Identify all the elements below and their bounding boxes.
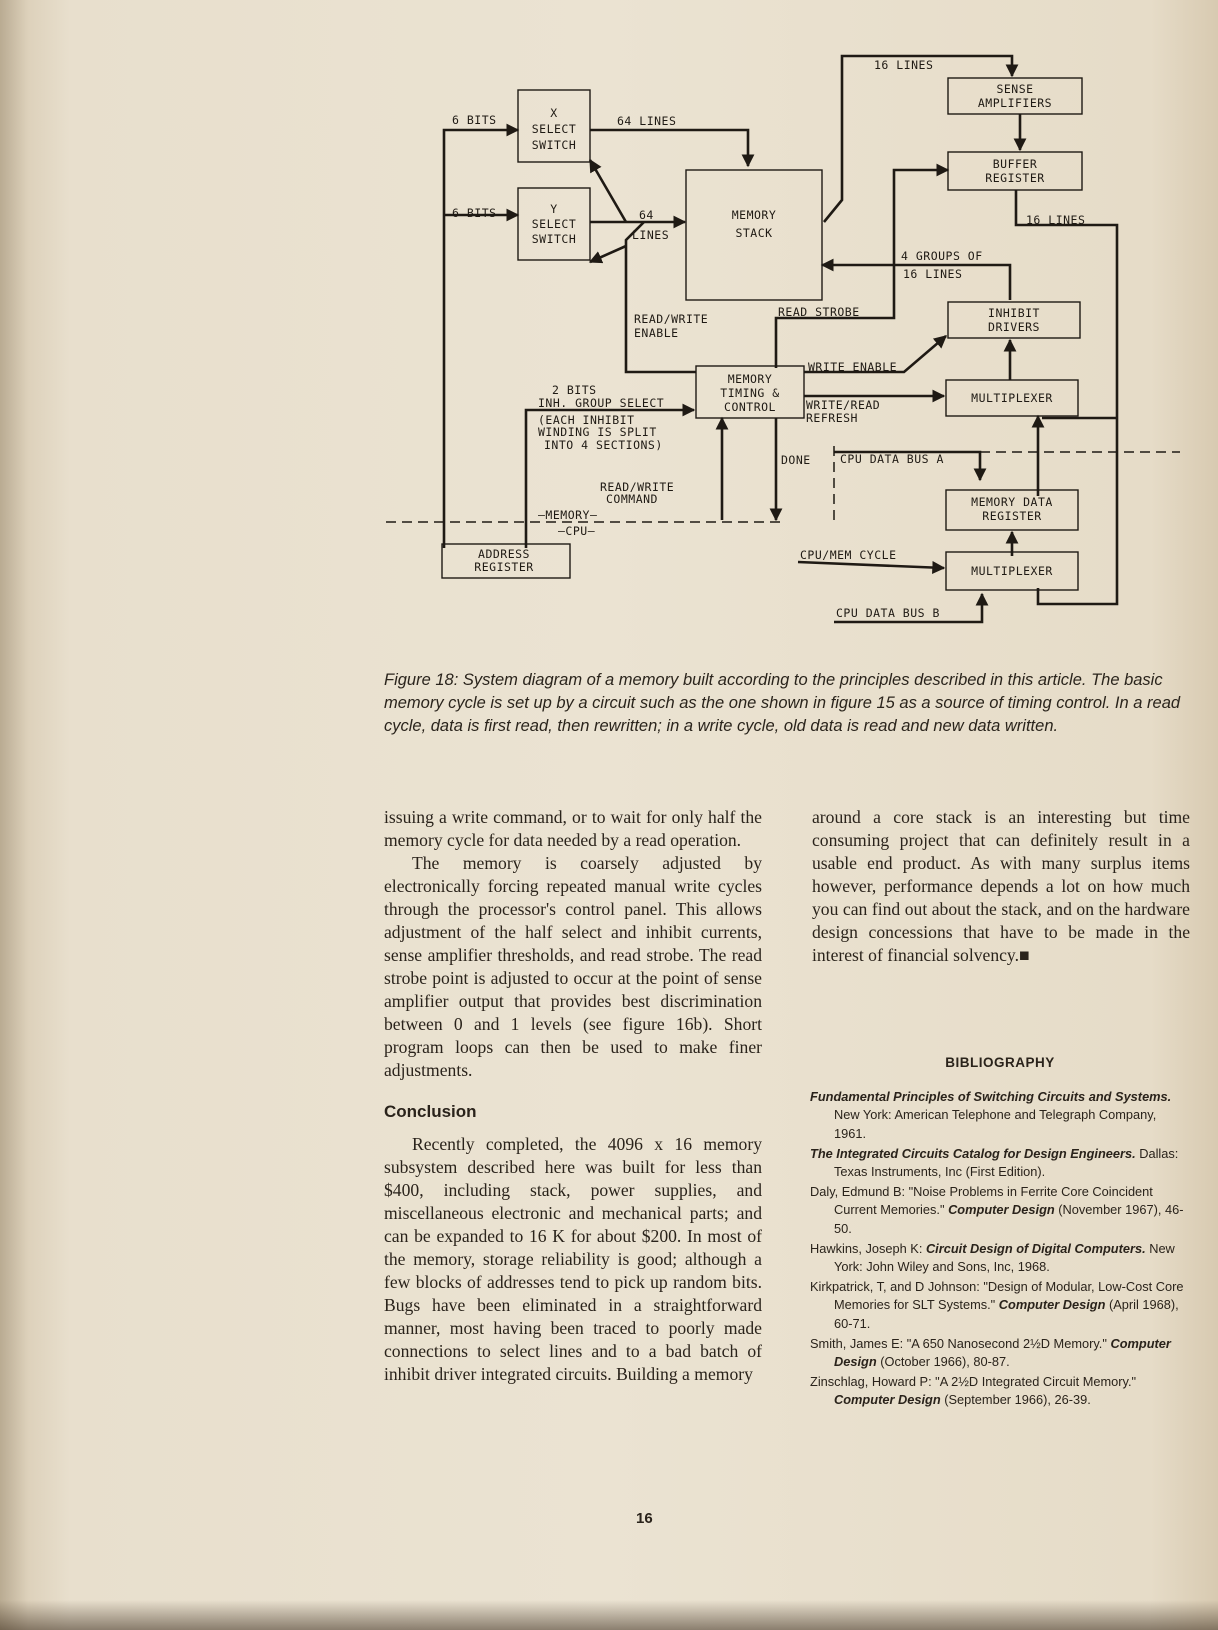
inh-line-2: INH. GROUP SELECT <box>538 396 665 410</box>
timing-line-1: MEMORY <box>727 372 773 386</box>
mdr-line-1: MEMORY DATA <box>971 495 1053 509</box>
read-strobe-label: READ STROBE <box>778 305 860 319</box>
x-select-line-2: SELECT <box>531 122 577 136</box>
diagram-wires <box>386 56 1180 622</box>
read-write-command-line-2: COMMAND <box>606 492 658 506</box>
bib-ref-2: The Integrated Circuits Catalog for Design Engineers. Dallas: Texas Instruments, Inc (First Edition). <box>810 1145 1179 1180</box>
cpu-data-bus-b-label: CPU DATA BUS B <box>836 606 940 620</box>
sense-amplifiers-line-2: AMPLIFIERS <box>977 96 1053 110</box>
write-read-label: WRITE/READ <box>806 398 881 412</box>
sense-amplifiers-line-1: SENSE <box>996 82 1034 96</box>
right-column <box>812 806 1190 967</box>
right-paragraph-1: around a core stack is an interesting but time consuming project that can definitely result in a usable end product. As with many surplus items however, performance depends a lot on how much you can find out about the stack, and on the hardware design concessions that have to be made in the interest of financial solvency.■ <box>812 807 1190 965</box>
bib-ref-1: Fundamental Principles of Switching Circuits and Systems. New York: American Telephone and Telegraph Company, 1961. <box>810 1089 1172 1141</box>
write-enable-label: WRITE ENABLE <box>808 360 898 374</box>
block-labels <box>474 82 1053 578</box>
buffer-register-line-2: REGISTER <box>985 171 1045 185</box>
inhibit-drivers-line-2: DRIVERS <box>988 320 1040 334</box>
cpu-boundary-label: —CPU— <box>558 524 596 538</box>
sixteen-lines-top-label: 16 LINES <box>874 58 934 72</box>
bib-ref-7: Zinschlag, Howard P: "A 2½D Integrated Circuit Memory." Computer Design (September 1966), 26-39. <box>810 1374 1137 1408</box>
left-paragraph-3: Recently completed, the 4096 x 16 memory subsystem described here was built for less than $400, including stack, power supplies, and miscellaneous electronic and mechanical parts; and can be expanded to 16 K for about $200. In most of the memory, storage reliability is good; although a few blocks of addresses tend to pick up random bits. Bugs have been eliminated in a straightforward manner, most having been traced to poorly made connections to select lines and to a bad batch of inhibit driver integrated circuits. Building a memory <box>384 1134 762 1384</box>
read-write-enable-line-1: READ/WRITE <box>634 312 709 326</box>
memory-stack-line-1: MEMORY <box>731 208 777 222</box>
left-paragraph-1: issuing a write command, or to wait for only half the memory cycle for data needed by a read operation. <box>384 807 762 850</box>
multiplexer-top-label: MULTIPLEXER <box>971 391 1053 405</box>
memory-boundary-label: —MEMORY— <box>538 508 598 522</box>
bibliography-heading: BIBLIOGRAPHY <box>945 1055 1055 1070</box>
sixteen-lines-right-label: 16 LINES <box>1026 213 1086 227</box>
bib-ref-3: Daly, Edmund B: "Noise Problems in Ferrite Core Coincident Current Memories." Computer Design (November 1967), 46-50. <box>810 1184 1184 1236</box>
six-bits-x-label: 6 BITS <box>452 113 497 127</box>
y-select-line-3: SWITCH <box>531 232 577 246</box>
left-column <box>384 806 762 1386</box>
address-register-line-2: REGISTER <box>474 560 534 574</box>
read-write-enable-line-2: ENABLE <box>634 326 679 340</box>
y-select-line-1: Y <box>550 202 558 216</box>
cpu-mem-cycle-label: CPU/MEM CYCLE <box>800 548 897 562</box>
x-select-line-1: X <box>550 106 558 120</box>
multiplexer-bottom-label: MULTIPLEXER <box>971 564 1053 578</box>
inh-line-4: WINDING IS SPLIT <box>538 425 657 439</box>
mdr-line-2: REGISTER <box>982 509 1042 523</box>
bib-ref-4: Hawkins, Joseph K: Circuit Design of Digital Computers. New York: John Wiley and Sons, Inc, 1968. <box>810 1240 1175 1275</box>
bib-ref-6: Smith, James E: "A 650 Nanosecond 2½D Memory." Computer Design (October 1966), 80-87. <box>810 1335 1171 1370</box>
sixteen-lines-groups-label: 16 LINES <box>903 267 963 281</box>
inhibit-drivers-line-1: INHIBIT <box>988 306 1040 320</box>
bib-ref-5: Kirkpatrick, T, and D Johnson: "Design of Modular, Low-Cost Core Memories for SLT Systems." Computer Design (April 1968), 60-71. <box>810 1279 1184 1331</box>
left-paragraph-2: The memory is coarsely adjusted by electronically forcing repeated manual write cycles through the processor's control panel. This allows adjustment of the half select and inhibit currents, sense amplifier thresholds, and read strobe. The read strobe point is adjusted to occur at the point of sense amplifier output that provides best discrimination between 0 and 1 levels (see figure 16b). Short program loops can then be used to make finer adjustments. <box>384 853 762 1080</box>
lines-label: LINES <box>632 228 670 242</box>
inh-line-1: 2 BITS <box>552 383 597 397</box>
timing-line-2: TIMING & <box>720 386 780 400</box>
timing-line-3: CONTROL <box>724 400 776 414</box>
figure-caption: Figure 18: System diagram of a memory built according to the principles described in this article. The basic memory cycle is set up by a circuit such as the one shown in figure 15 as a source of timing control. In a read cycle, data is first read, then rewritten; in a write cycle, old data is read and new data written. <box>384 671 1181 735</box>
done-label: DONE <box>781 453 811 467</box>
four-groups-label: 4 GROUPS OF <box>901 249 983 263</box>
memory-system-diagram <box>0 0 1218 640</box>
sixty-four-label: 64 <box>639 208 654 222</box>
memory-stack-line-2: STACK <box>735 226 773 240</box>
conclusion-heading: Conclusion <box>384 1102 477 1121</box>
sixty-four-lines-label: 64 LINES <box>617 114 677 128</box>
inh-line-3: (EACH INHIBIT <box>538 413 635 427</box>
read-write-command-line-1: READ/WRITE <box>600 480 675 494</box>
six-bits-y-label: 6 BITS <box>452 206 497 220</box>
buffer-register-line-1: BUFFER <box>992 157 1038 171</box>
y-select-line-2: SELECT <box>531 217 577 231</box>
page-number: 16 <box>636 1510 653 1527</box>
inh-line-5: INTO 4 SECTIONS) <box>544 438 663 452</box>
bibliography <box>810 1054 1190 1412</box>
refresh-label: REFRESH <box>806 411 858 425</box>
x-select-line-3: SWITCH <box>531 138 577 152</box>
cpu-data-bus-a-label: CPU DATA BUS A <box>840 452 944 466</box>
address-register-line-1: ADDRESS <box>478 547 530 561</box>
